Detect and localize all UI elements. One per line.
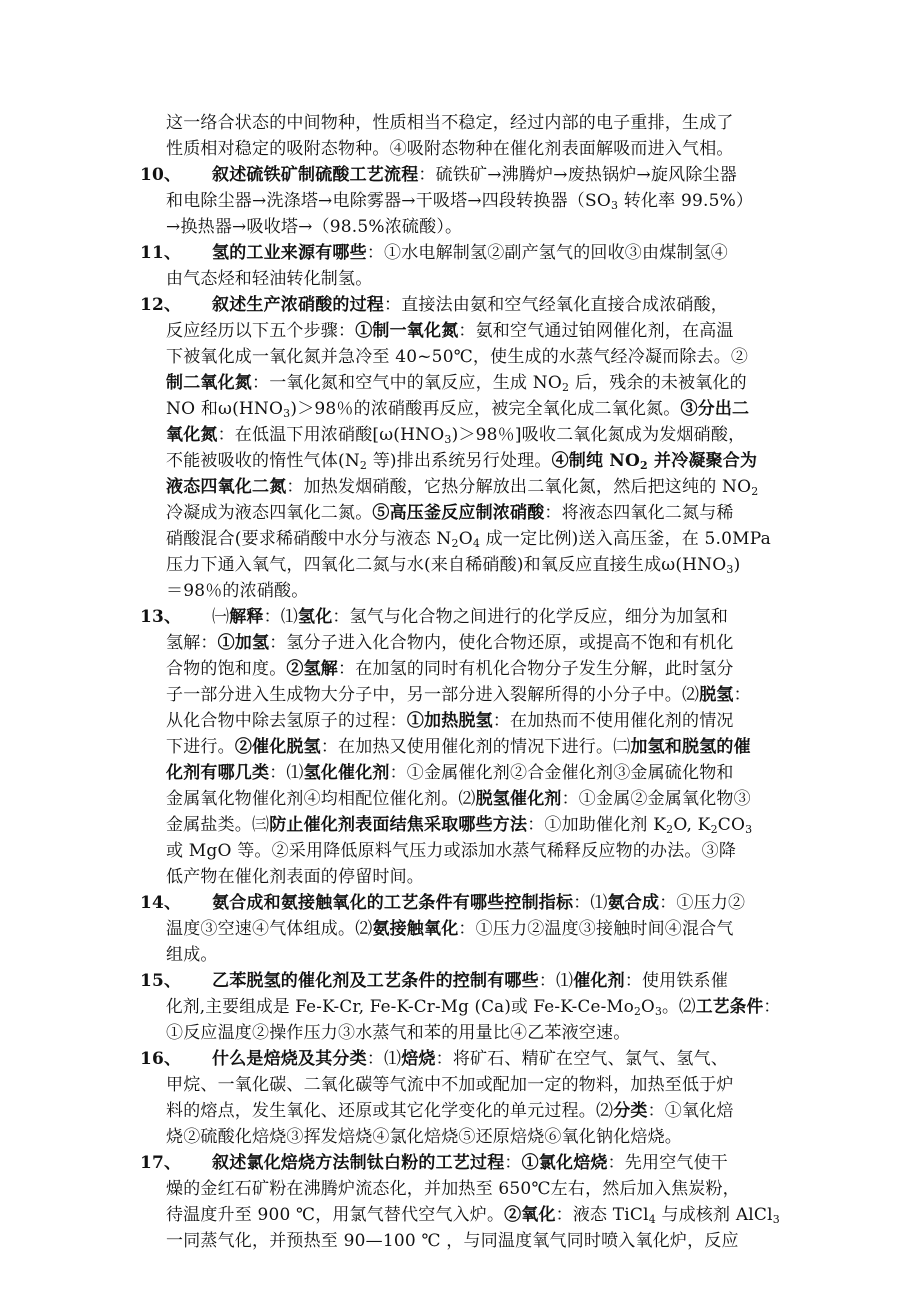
text-line [0,1176,920,1202]
line-text: 一同蒸气化，并预热至 90—100 ℃ ，与同温度氧气同时喷入氧化炉，反应 [166,1231,739,1251]
text-line [0,370,920,396]
line-text: 待温度升至 900 ℃，用氯气替代空气入炉。②氧化：液态 TiCl$_4$ 与成核剂 AlCl$_3$ [166,1205,780,1226]
line-text: 组成。 [166,945,218,965]
text-line [0,136,920,162]
item-number: 13、 [140,607,182,627]
line-text: NO 和$\omega(HNO_3)>98$％的浓硝酸再反应，被完全氧化成二氧化氮。③分出二 [166,399,750,420]
line-text: 氨合成和氨接触氧化的工艺条件有哪些控制指标：⑴氨合成：①压力② [212,893,746,913]
line-text: 氢的工业来源有哪些：①水电解制氢②副产氢气的回收③由煤制氢④ [212,243,729,263]
line-text: 叙述生产浓硝酸的过程：直接法由氨和空气经氧化直接合成浓硝酸， [212,295,728,315]
text-line [0,890,920,916]
text-line [0,344,920,370]
line-text: 低产物在催化剂表面的停留时间。 [166,867,424,887]
line-text: ①反应温度②操作压力③水蒸气和苯的用量比④乙苯液空速。 [166,1023,631,1043]
line-text: 性质相对稳定的吸附态物种。④吸附态物种在催化剂表面解吸而进入气相。 [166,139,734,159]
text-line [0,110,920,136]
line-text: 甲烷、一氧化碳、二氧化碳等气流中不加或配加一定的物料，加热至低于炉 [166,1075,734,1095]
text-line [0,188,920,214]
text-line [0,1020,920,1046]
text-line [0,942,920,968]
text-line [0,448,920,474]
item-number: 11、 [140,243,182,263]
line-text: 温度③空速④气体组成。⑵氨接触氧化：①压力②温度③接触时间④混合气 [166,919,734,939]
line-text: 烧②硫酸化焙烧③挥发焙烧④氯化焙烧⑤还原焙烧⑥氧化钠化焙烧。 [166,1127,682,1147]
item-number: 12、 [140,295,182,315]
line-text: 子一部分进入生成物大分子中，另一部分进入裂解所得的小分子中。⑵脱氢： [166,685,751,705]
text-line [0,214,920,240]
line-text: 硝酸混合(要求稀硝酸中水分与液态 $N_2O_4$ 成一定比例)送入高压釜，在 5.0MPa [166,529,771,550]
text-line [0,994,920,1020]
line-text: 叙述氯化焙烧方法制钛白粉的工艺过程：①氯化焙烧：先用空气使干 [212,1153,729,1173]
line-text: 料的熔点，发生氧化、还原或其它化学变化的单元过程。⑵分类：①氧化焙 [166,1101,734,1121]
text-line [0,1072,920,1098]
text-line [0,682,920,708]
line-text: 下进行。②催化脱氢：在加热又使用催化剂的情况下进行。㈡加氢和脱氢的催 [166,737,751,757]
line-text: 叙述硫铁矿制硫酸工艺流程：硫铁矿→沸腾炉→废热锅炉→旋风除尘器 [212,165,737,185]
line-text: 金属盐类。㈢防止催化剂表面结焦采取哪些方法：①加助催化剂 $K_2O$, $K_2CO_3$ [166,815,753,836]
line-text: 压力下通入氧气，四氧化二氮与水(来自稀硝酸)和氧反应直接生成$\omega(HNO_3)$ [166,555,741,576]
line-text: 制二氧化氮：一氧化氮和空气中的氧反应，生成 $NO_2$ 后，残余的未被氧化的 [166,373,747,394]
line-text: ＝98％的浓硝酸。 [166,581,309,601]
text-line [0,396,920,422]
line-text: 从化合物中除去氢原子的过程：①加热脱氢：在加热而不使用催化剂的情况 [166,711,734,731]
text-line [0,1228,920,1254]
text-line [0,578,920,604]
item-number: 15、 [140,971,182,991]
text-line [0,864,920,890]
text-line [0,1124,920,1150]
line-text: 反应经历以下五个步骤：①制一氧化氮：氨和空气通过铂网催化剂，在高温 [166,321,734,341]
line-text: 什么是焙烧及其分类：⑴焙烧：将矿石、精矿在空气、氯气、氢气、 [212,1049,729,1069]
line-text: 液态四氧化二氮：加热发烟硝酸，它热分解放出二氧化氮，然后把这纯的 $NO_2$ [166,477,759,498]
line-text: 氧化氮：在低温下用浓硝酸[$\omega(HNO_3)>98$％]吸收二氧化氮成为发烟硝酸， [166,425,746,446]
item-number: 14、 [140,893,182,913]
line-text: 氢解：①加氢：氢分子进入化合物内，使化合物还原，或提高不饱和有机化 [166,633,734,653]
item-number: 10、 [140,165,182,185]
line-text: 化剂,主要组成是 Fe-K-Cr, Fe-K-Cr-Mg (Ca)或 $Fe-K-Ce-Mo_2O_3$。⑵工艺条件： [166,997,781,1018]
text-line [0,552,920,578]
text-line [0,734,920,760]
line-text: 燥的金红石矿粉在沸腾炉流态化，并加热至 650℃左右，然后加入焦炭粉， [166,1179,740,1199]
line-text: 合物的饱和度。②氢解：在加氢的同时有机化合物分子发生分解，此时氢分 [166,659,734,679]
line-text: 乙苯脱氢的催化剂及工艺条件的控制有哪些：⑴催化剂：使用铁系催 [212,971,729,991]
text-line [0,292,920,318]
text-line [0,786,920,812]
text-line [0,708,920,734]
text-line [0,266,920,292]
text-line [0,630,920,656]
line-text: 由气态烃和轻油转化制氢。 [166,269,373,289]
text-line [0,760,920,786]
line-text: ㈠解释：⑴氢化：氢气与化合物之间进行的化学反应，细分为加氢和 [212,607,729,627]
text-line [0,604,920,630]
text-line [0,1150,920,1176]
text-line [0,656,920,682]
text-line [0,838,920,864]
text-line [0,812,920,838]
text-line [0,162,920,188]
item-number: 16、 [140,1049,182,1069]
line-text: 金属氧化物催化剂④均相配位催化剂。⑵脱氢催化剂：①金属②金属氧化物③ [166,789,751,809]
text-line [0,1098,920,1124]
item-number: 17、 [140,1153,182,1173]
text-line [0,1046,920,1072]
line-text: 化剂有哪几类：⑴氢化催化剂：①金属催化剂②合金催化剂③金属硫化物和 [166,763,734,783]
line-text: 这一络合状态的中间物种，性质相当不稳定，经过内部的电子重排，生成了 [166,113,734,133]
line-text: 冷凝成为液态四氧化二氮。⑤高压釜反应制浓硝酸：将液态四氧化二氮与稀 [166,503,734,523]
text-line [0,968,920,994]
line-text: 或 MgO 等。②采用降低原料气压力或添加水蒸气稀释反应物的办法。③降 [166,841,737,861]
text-line [0,422,920,448]
text-line [0,1202,920,1228]
line-text: 和电除尘器→洗涤塔→电除雾器→干吸塔→四段转换器（$SO_3$ 转化率 99.5%） [166,191,754,212]
text-line [0,500,920,526]
line-text: 下被氧化成一氧化氮并急冷至 40~50℃，使生成的水蒸气经冷凝而除去。② [166,347,749,367]
text-line [0,318,920,344]
line-text: 不能被吸收的惰性气体($N_2$ 等)排出系统另行处理。④制纯 $NO_2$ 并冷凝聚合为 [166,451,758,472]
text-line [0,474,920,500]
text-line [0,526,920,552]
text-line [0,240,920,266]
line-text: →换热器→吸收塔→（98.5%浓硫酸）。 [166,217,463,237]
text-line [0,916,920,942]
